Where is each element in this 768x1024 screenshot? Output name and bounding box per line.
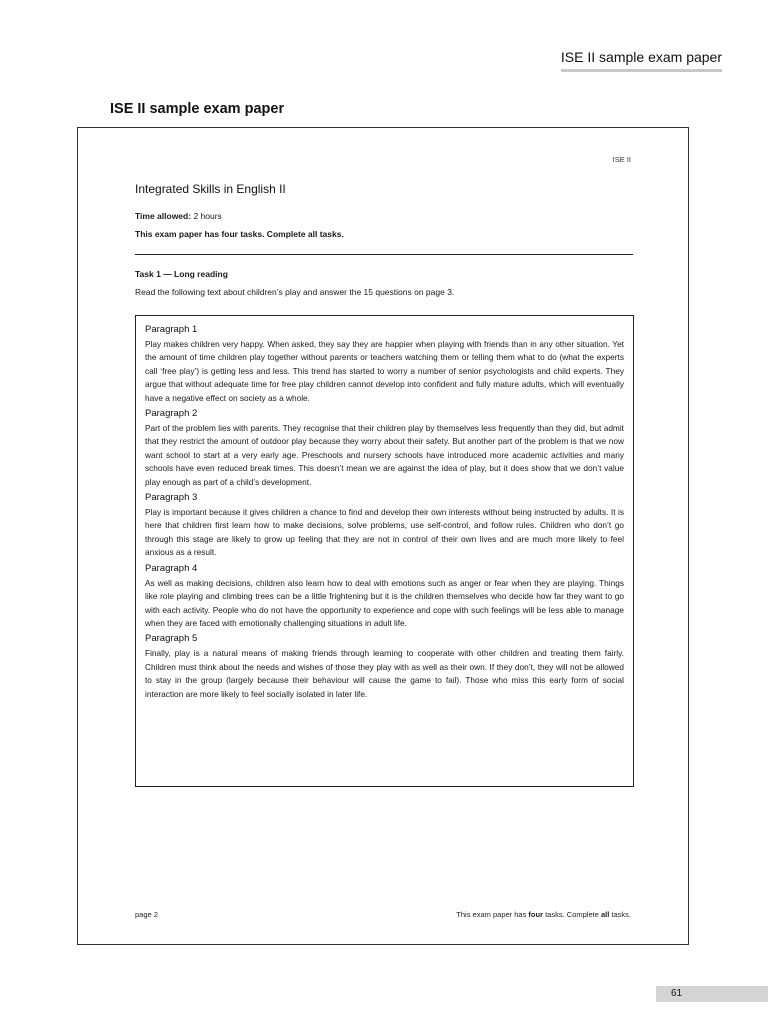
folio-page-number: 61: [656, 986, 768, 1002]
exam-title: Integrated Skills in English II: [135, 182, 286, 196]
footer-note: [456, 910, 631, 919]
exam-instructions: This exam paper has four tasks. Complete all tasks.: [135, 229, 344, 239]
footer-text: tasks. Complete: [543, 910, 601, 919]
footer-text: tasks.: [609, 910, 631, 919]
paragraph-heading: Paragraph 1: [145, 324, 198, 335]
paragraph-text: Play makes children very happy. When asked, they say they are happier when playing with friends than in any other situation. Yet the amount of time children play together without parents or teachers watching them or telling them what to do (what the experts call ‘free play’) is getting less and less. This trend has started to worry a number of senior psychologists and child experts. They argue that without adequate time for free play children cannot develop into confident and fully mature adults, which will eventually have a negative effect on society as a whole.: [145, 339, 624, 403]
task-heading: Task 1 — Long reading: [135, 269, 228, 279]
paragraph-text: Play is important because it gives children a chance to find and develop their own interests without being instructed by adults. It is here that children first learn how to make decisions, solve problems, use self-control, and follow rules. Children who don’t go through this stage are likely to grow up feeling that they are not in control of their own lives and are much more likely to feel anxious as a result.: [145, 507, 624, 558]
running-header: ISE II sample exam paper: [561, 49, 722, 72]
reading-text-box: [135, 315, 634, 787]
paragraph-heading: Paragraph 3: [145, 492, 198, 504]
footer-bold-all: all: [600, 910, 610, 919]
task-instructions: Read the following text about children’s play and answer the 15 questions on page 3.: [135, 287, 455, 297]
exam-code: ISE II: [612, 155, 631, 164]
time-allowed-value: 2 hours: [193, 211, 222, 221]
page-number: page 2: [135, 910, 158, 919]
paragraph-heading: Paragraph 4: [145, 562, 198, 574]
paragraph-text: As well as making decisions, children also learn how to deal with emotions such as anger or fear when they are playing. Things like role playing and climbing trees can be a little frightening but it is the children themselves who decide how far they want to go with each activity. People who do not have the opportunity to experience and cope with such feelings will be less able to manage when they are faced with emotionally challenging situations in adult life.: [145, 577, 624, 628]
paragraph-4: [145, 562, 624, 631]
paragraph-text: Finally, play is a natural means of making friends through learning to cooperate with other children and treating them fairly. Children must think about the needs and wishes of those they play with as well as their own. If they don’t, they will not be allowed to stay in the group (largely because their behaviour will cause the game to fail). Those who miss this early form of social interaction are more likely to feel socially isolated in later life.: [145, 648, 624, 699]
footer-text: This exam paper has: [456, 910, 529, 919]
time-allowed: [135, 211, 222, 221]
paragraph-2: [145, 407, 624, 489]
paragraph-text: Part of the problem lies with parents. They recognise that their children play by themselves less frequently than they did, but admit that they restrict the amount of outdoor play because they worry about their safety. But another part of the problem is that we now want school to start at a very early age. Preschools and nursery schools have introduced more academic activities and many schools have even reduced break times. This doesn’t mean we are against the idea of play, but it does show that we don’t value play enough as part of a child’s development.: [145, 423, 624, 487]
paragraph-heading: Paragraph 5: [145, 633, 198, 645]
section-title: ISE II sample exam paper: [110, 101, 285, 117]
paragraph-1: [145, 323, 624, 405]
paragraph-5: [145, 632, 624, 701]
exam-paper-frame: [77, 127, 689, 945]
time-allowed-label: Time allowed:: [135, 211, 192, 221]
paragraph-3: [145, 491, 624, 560]
paragraph-heading: Paragraph 2: [145, 408, 198, 420]
footer-bold-four: four: [528, 910, 544, 919]
divider: [135, 254, 633, 255]
